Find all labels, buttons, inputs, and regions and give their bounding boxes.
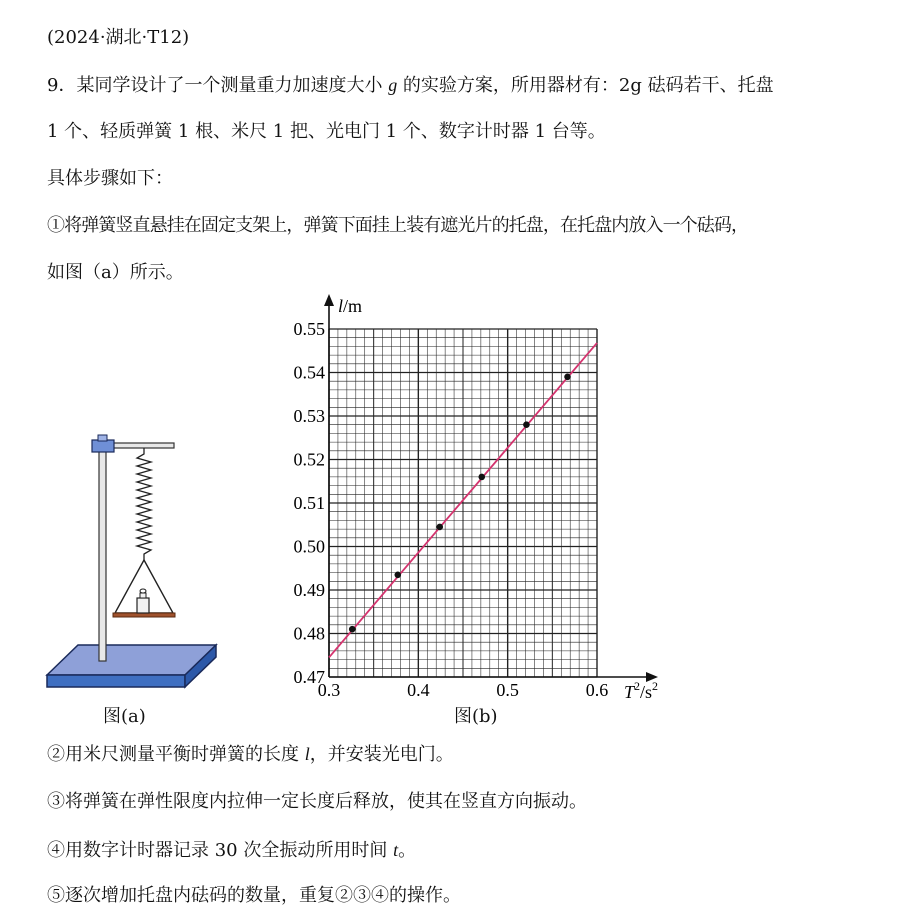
figure-a-apparatus (40, 430, 225, 690)
y-tick-label: 0.48 (293, 623, 325, 644)
step-5: ⑤逐次增加托盘内砝码的数量，重复②③④的操作。 (47, 885, 461, 906)
clamp (92, 440, 114, 452)
x-tick-label: 0.6 (585, 680, 609, 700)
figure-b-chart (280, 292, 680, 702)
data-point (564, 374, 571, 381)
clamp-screw (98, 435, 107, 441)
var-g: g (388, 75, 398, 95)
x-tick-label: 0.4 (407, 680, 430, 700)
y-tick-label: 0.53 (293, 406, 325, 426)
var-t: t (393, 840, 399, 860)
data-point (478, 474, 485, 481)
y-tick-label: 0.51 (293, 493, 325, 513)
spring (137, 448, 151, 560)
support-rod (99, 446, 106, 661)
weight (137, 598, 149, 613)
step-2: ②用米尺测量平衡时弹簧的长度 l，并安装光电门。 (47, 744, 454, 765)
question-line-2: 1 个、轻质弹簧 1 根、米尺 1 把、光电门 1 个、数字计时器 1 台等。 (47, 121, 606, 142)
y-axis-arrow (324, 294, 334, 306)
step-4: ④用数字计时器记录 30 次全振动所用时间 t。 (47, 840, 417, 861)
chart-grid (329, 329, 597, 677)
data-point (436, 524, 443, 531)
source-header: (2024·湖北·T12) (47, 27, 190, 48)
var-l: l (304, 744, 310, 764)
data-point (394, 571, 401, 578)
step-1-line-a: ①将弹簧竖直悬挂在固定支架上，弹簧下面挂上装有遮光片的托盘，在托盘内放入一个砝码， (47, 215, 749, 236)
y-tick-label: 0.55 (293, 319, 325, 339)
figure-b-caption: 图(b) (454, 706, 498, 727)
y-axis-label: l/m (338, 296, 363, 316)
step-3: ③将弹簧在弹性限度内拉伸一定长度后释放，使其在竖直方向振动。 (47, 791, 587, 812)
step-1-line-b: 如图（a）所示。 (47, 262, 184, 283)
base-plate-front (47, 675, 185, 687)
support-arm (106, 443, 174, 448)
y-tick-label: 0.54 (293, 362, 325, 383)
x-tick-label: 0.5 (496, 680, 519, 700)
y-tick-label: 0.50 (293, 536, 325, 557)
y-tick-label: 0.47 (293, 667, 325, 687)
x-tick-label: 0.3 (317, 680, 341, 700)
x-axis-label: $T^2/s^2$ (624, 679, 659, 702)
data-point (349, 626, 356, 633)
data-point (523, 421, 530, 428)
weight-knob (140, 593, 146, 598)
y-tick-label: 0.49 (293, 580, 325, 600)
question-line-1: 9．某同学设计了一个测量重力加速度大小 g 的实验方案，所用器材有：2g 砝码若干、托盘 (47, 75, 774, 96)
figure-a-caption: 图(a) (103, 706, 146, 727)
y-tick-label: 0.52 (293, 449, 325, 470)
steps-heading: 具体步骤如下： (47, 168, 173, 189)
